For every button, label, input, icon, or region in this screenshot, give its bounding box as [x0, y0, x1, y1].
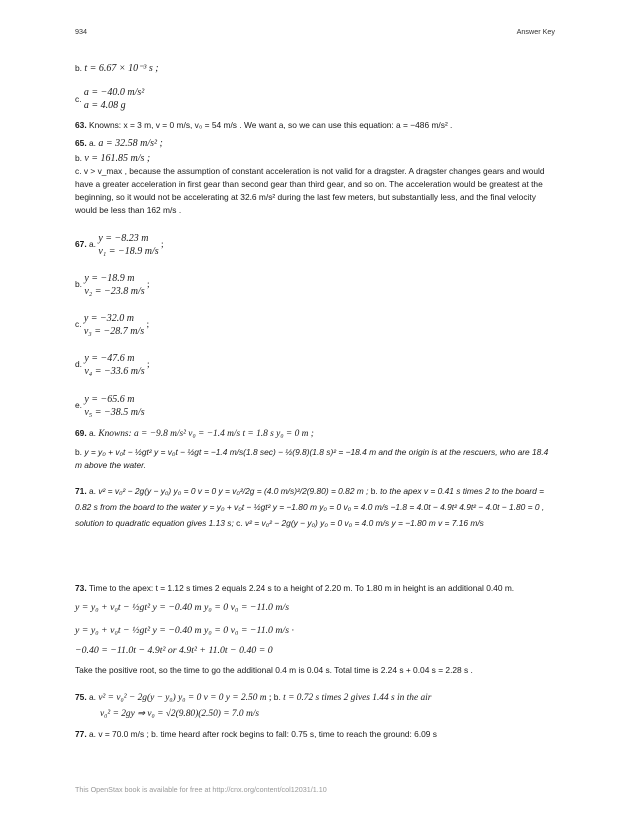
footer-note: This OpenStax book is available for free at http://cnx.org/content/col12031/1.10	[75, 785, 327, 794]
problem-71: 71. a. v² = v₀² − 2g(y − y₀) y₀ = 0 v = 0 y = v₀²/2g = (4.0 m/s)²/2(9.80) = 0.82 m ; b. to the apex v = 0.41 s times 2 to the board = 0.82 s from the board to the water y = y₀ + v₀t − ½gt² y = −1.80 m y₀ = 0 v₀ = 4.0 m/s −1.8 = 4.0t − 4.9t² 4.9t² − 4.0t − 1.80 = 0 , solution to quadratic equation gives 1.13 s; c. v² = v₀² − 2g(y − y₀) y₀ = 0 v₀ = 4.0 m/s y = −1.80 m v = 7.16 m/s	[75, 486, 545, 528]
problem-67-d: d. y = −47.6 m v₄ = −33.6 m/s ;	[75, 353, 150, 377]
problem-65-a: 65. a. a = 32.58 m/s² ;	[75, 138, 163, 149]
problem-65-b: b. v = 161.85 m/s ;	[75, 153, 151, 164]
problem-73-eq1: y = y₀ + v₀t − ½gt² y = −0.40 m y₀ = 0 v₀ = −11.0 m/s	[75, 602, 290, 613]
problem-73-conclusion: Take the positive root, so the time to go the additional 0.4 m is 0.04 s. Total time is 2.24 s + 0.04 s = 2.28 s .	[75, 665, 473, 675]
page-number: 934	[75, 27, 87, 36]
problem-67-c: c. y = −32.0 m v₃ = −28.7 m/s ;	[75, 313, 150, 337]
answer-b-time: b. t = 6.67 × 10⁻³ s ;	[75, 63, 159, 74]
problem-73-eq2: y = y₀ + v₀t − ½gt² y = −0.40 m y₀ = 0 v₀ = −11.0 m/s ·	[75, 625, 294, 636]
problem-75-a2: v₀² = 2gy ⇒ v₀ = √2(9.80)(2.50) = 7.0 m/s	[100, 709, 259, 719]
problem-69-a: 69. a. Knowns: a = −9.8 m/s² v₀ = −1.4 m/s t = 1.8 s y₀ = 0 m ;	[75, 428, 314, 439]
problem-65-c: c. v > v_max , because the assumption of constant acceleration is not valid for a dragster. A dragster changes gears and would have a greater acceleration in first gear than second gear than third gear, and so on. The acceleration would be greatest at the beginning, so it would not be accelerating at 32.6 m/s² during the last few meters, but substantially less, and the final velocity would be less than 162 m/s .	[75, 166, 545, 216]
problem-69-b: b. y = y₀ + v₀t − ½gt² y = v₀t − ½gt = −1.4 m/s(1.8 sec) − ½(9.8)(1.8 s)² = −18.4 m and the origin is at the rescuers, who are 18.4 m above the water.	[75, 447, 549, 471]
problem-67-a: 67. a. y = −8.23 m v₁ = −18.9 m/s ;	[75, 233, 164, 257]
section-title: Answer Key	[516, 27, 555, 36]
problem-67-e: e. y = −65.6 m v₅ = −38.5 m/s	[75, 394, 145, 418]
problem-73-eq3: −0.40 = −11.0t − 4.9t² or 4.9t² + 11.0t − 0.40 = 0	[75, 645, 273, 656]
problem-73: 73. Time to the apex: t = 1.12 s times 2 equals 2.24 s to a height of 2.20 m. To 1.80 m in height is an additional 0.40 m.	[75, 583, 515, 593]
problem-63: 63. Knowns: x = 3 m, v = 0 m/s, v₀ = 54 m/s . We want a, so we can use this equation: a = −486 m/s² .	[75, 120, 453, 130]
answer-c: c. a = −40.0 m/s² a = 4.08 g	[75, 87, 145, 111]
problem-75-a: 75. a. v² = v₀² − 2g(y − y₀) y₀ = 0 v = 0 y = 2.50 m ; b. t = 0.72 s times 2 gives 1.44 s in the air	[75, 692, 432, 703]
problem-77: 77. a. v = 70.0 m/s ; b. time heard after rock begins to fall: 0.75 s, time to reach the ground: 6.09 s	[75, 729, 437, 739]
problem-67-b: b. y = −18.9 m v₂ = −23.8 m/s ;	[75, 273, 150, 297]
